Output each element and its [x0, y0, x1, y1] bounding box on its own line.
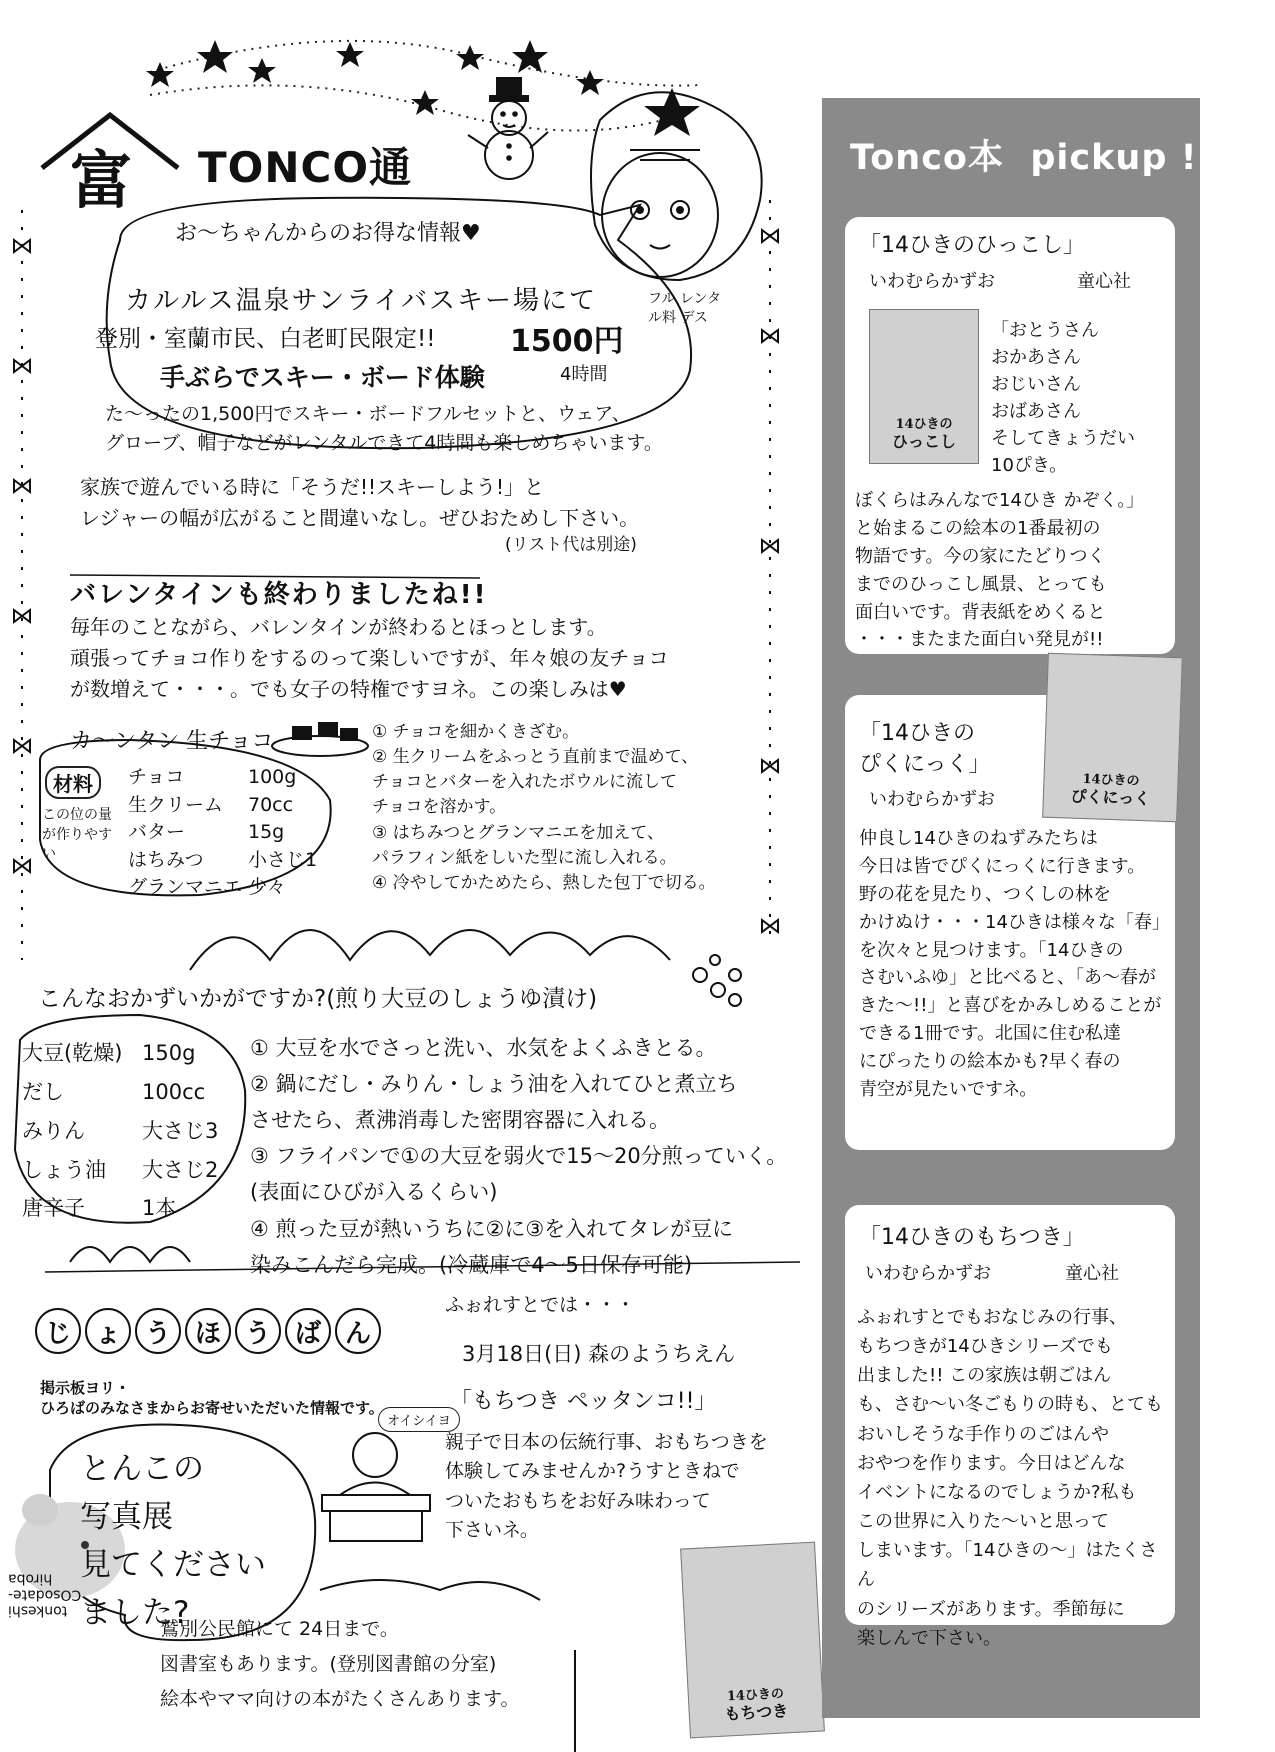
bubble-title: お〜ちゃんからのお得な情報♥ — [175, 221, 481, 246]
book-title: 「14ひきのひっこし」 — [859, 233, 1085, 258]
board-title-char: ん — [335, 1308, 381, 1354]
book-description: ふぉれすとでもおなじみの行事、 もちつきが14ひきシリーズでも 出ました!! この家族は朝ごはん も、さむ〜い冬ごもりの時も、とても おいしそうな手作りのごはんや おやつを作ります。今日はどんな イベントになるのでしょうか?私も この世界に入りた〜いと思って しまいます。「14ひきの〜」はたくさん のシリーズがあります。季節毎に 楽しんで下さい。 — [857, 1307, 1163, 1649]
book-publisher: 童心社 — [1065, 1263, 1119, 1284]
ski-line-3: 手ぶらでスキー・ボード体験 — [160, 363, 485, 392]
snowman-icon — [468, 78, 548, 179]
ingredient-row: だし 100cc — [22, 1079, 206, 1104]
ski-price-note: フル レンタル料 デス — [648, 291, 721, 326]
tonco-brand-mark: tonkeshi COsodate-hiroba — [8, 1570, 82, 1619]
ingredient-row: みりん 大さじ3 — [22, 1118, 219, 1143]
ingredient-row: グランマニエ 少々 — [128, 876, 287, 899]
valentine-body: 毎年のことながら、バレンタインが終わるとほっとします。 頑張ってチョコ作りをするのって楽しいですが、年々娘の友チョコ が数増えて・・・。でも女子の特権ですヨネ。この楽しみは♥ — [70, 615, 669, 701]
book-quote: 「おとうさん おかあさん おじいさん おばあさん そしてきょうだい 10ぴき。 — [991, 320, 1135, 476]
book-cover-picnic: 14ひきの ぴくにっく — [1042, 653, 1183, 823]
board-title-char: う — [135, 1308, 181, 1354]
ingredients-label: 材料 — [45, 766, 101, 799]
ingredients-side-note: この位の量が作りやすい — [42, 807, 112, 863]
oishii-bubble: オイシイヨ — [378, 1407, 460, 1432]
board-title-char: ほ — [185, 1308, 231, 1354]
beans-ingredients — [22, 1034, 218, 1228]
valentine-title: バレンタインも終わりましたね!! — [70, 580, 488, 610]
ingredient-row: 唐辛子 1本 — [22, 1196, 177, 1221]
event-body: 親子で日本の伝統行事、おもちつきを 体験してみませんか?うすときねで ついたおもちをお好み味わって 下さいネ。 — [445, 1431, 768, 1542]
panel-title: Tonco本 pickup ! — [850, 138, 1198, 178]
event-name: 「もちつき ペッタンコ!!」 — [450, 1389, 717, 1414]
ingredient-row: はちみつ 小さじ1 — [128, 848, 318, 871]
ski-body: た〜ったの1,500円でスキー・ボードフルセットと、ウェア、 グローブ、帽子などがレンタルできて4時間も楽しめちゃいます。 — [105, 403, 663, 455]
ski-line-2: 登別・室蘭市民、白老町民限定!! — [95, 326, 436, 352]
board-title-char: う — [235, 1308, 281, 1354]
book-title: 「14ひきのもちつき」 — [859, 1225, 1085, 1250]
ingredient-row: しょう油 大さじ2 — [22, 1157, 219, 1182]
ski-duration: 4時間 — [560, 364, 608, 385]
ski-price: 1500円 — [510, 324, 624, 359]
board-title-char: ょ — [85, 1308, 131, 1354]
newsletter-title: TONCO通 — [198, 143, 413, 192]
chocolate-plate-icon — [272, 722, 368, 756]
book-description: 仲良し14ひきのねずみたちは 今日は皆でぴくにっくに行きます。 野の花を見たり、つくしの林を かけぬけ・・・14ひきは様々な「春」 を次々と見つけます。「14ひきの さむいふゆ」と比べると、「あ〜春が きた〜!!」と喜びをかみしめることが できる1冊です。北国に住む私達 にぴったりの絵本かも?早く春の 青空が見たいですネ。 — [859, 828, 1170, 1101]
ingredient-row: バター 15g — [128, 821, 285, 844]
book-card-mochitsuki — [845, 1205, 1175, 1649]
photo-exhibit-text: とんこの 写真展 見てください ました? — [80, 1451, 266, 1632]
book-publisher: 童心社 — [1077, 271, 1131, 292]
chocolate-recipe-title: カ〜ンタン 生チョコ — [70, 729, 274, 754]
book-description: ぼくらはみんなで14ひき かぞく。」 と始まるこの絵本の1番最初の 物語です。今の家にたどりつく までのひっこし風景、とっても 面白いです。背表紙をめくると ・・・またまた面白い発見が!! — [855, 490, 1145, 651]
vine-icon — [320, 1580, 540, 1600]
event-intro: ふぉれすとでは・・・ — [445, 1294, 636, 1316]
ingredient-row: 生クリーム 70cc — [128, 793, 294, 816]
book-author: いわむらかずお — [869, 789, 995, 810]
book-cover-hikkoshi: 14ひきの ひっこし — [869, 309, 979, 464]
ingredient-row: チョコ 100g — [128, 766, 297, 788]
book-title: 「14ひきの ぴくにっく」 — [859, 721, 991, 777]
ski-body-2: 家族で遊んでいる時に「そうだ!!スキーしよう!」と レジャーの幅が広がること間違いなし。ぜひおためし下さい。 — [80, 475, 640, 530]
ski-line-1: カルルス温泉サンライバスキー場にて — [125, 286, 597, 316]
book-card-hikkoshi — [845, 217, 1175, 654]
mochi-icon — [322, 1433, 430, 1541]
chocolate-ingredients — [128, 764, 317, 902]
event-date: 3月18日(日) 森のようちえん — [462, 1342, 736, 1366]
book-author: いわむらかずお — [865, 1263, 991, 1284]
bean-dots-icon — [693, 955, 741, 1006]
ski-small-note: (リスト代は別途) — [505, 535, 637, 555]
library-info: 鷲別公民館にて 24日まで。 図書室もあります。(登別図書館の分室) 絵本やママ向けの本がたくさんあります。 — [160, 1618, 520, 1711]
chocolate-steps: ① チョコを細かくきざむ。 ② 生クリームをふっとう直前まで温めて、 チョコとバターを入れたボウルに流して チョコを溶かす。 ③ はちみつとグランマニエを加えて、 パラフィン紙をしいた型に流し入れる。 ④ 冷やしてかためたら、熱した包丁で切る。 — [372, 722, 716, 893]
book-author: いわむらかずお — [869, 271, 995, 292]
board-title — [35, 1308, 381, 1354]
logo-char: 富 — [70, 144, 133, 217]
beans-title: こんなおかずいかがですか?(煎り大豆のしょうゆ漬け) — [38, 986, 598, 1012]
board-title-char: ば — [285, 1308, 331, 1354]
board-subtitle: 掲示板ヨリ・ ひろばのみなさまからお寄せいただいた情報です。 — [40, 1379, 384, 1418]
board-title-char: じ — [35, 1308, 81, 1354]
ingredient-row: 大豆(乾燥) 150g — [22, 1041, 196, 1065]
beans-steps: ① 大豆を水でさっと洗い、水気をよくふきとる。 ② 鍋にだし・みりん・しょう油を入れてひと煮立ち させたら、煮沸消毒した密閉容器に入れる。 ③ フライパンで①の大豆を弱火で15〜20分煎っていく。 (表面にひびが入るくらい) ④ 煎った豆が熱いうちに②に③を入れてタレが豆に 染みこんだら完成。(冷蔵庫で4〜5日保存可能) — [250, 1036, 788, 1277]
book-cover-mochitsuki-small: 14ひきの もちつき — [680, 1542, 825, 1739]
tonco-logo — [40, 110, 180, 220]
star-icon — [146, 40, 700, 136]
